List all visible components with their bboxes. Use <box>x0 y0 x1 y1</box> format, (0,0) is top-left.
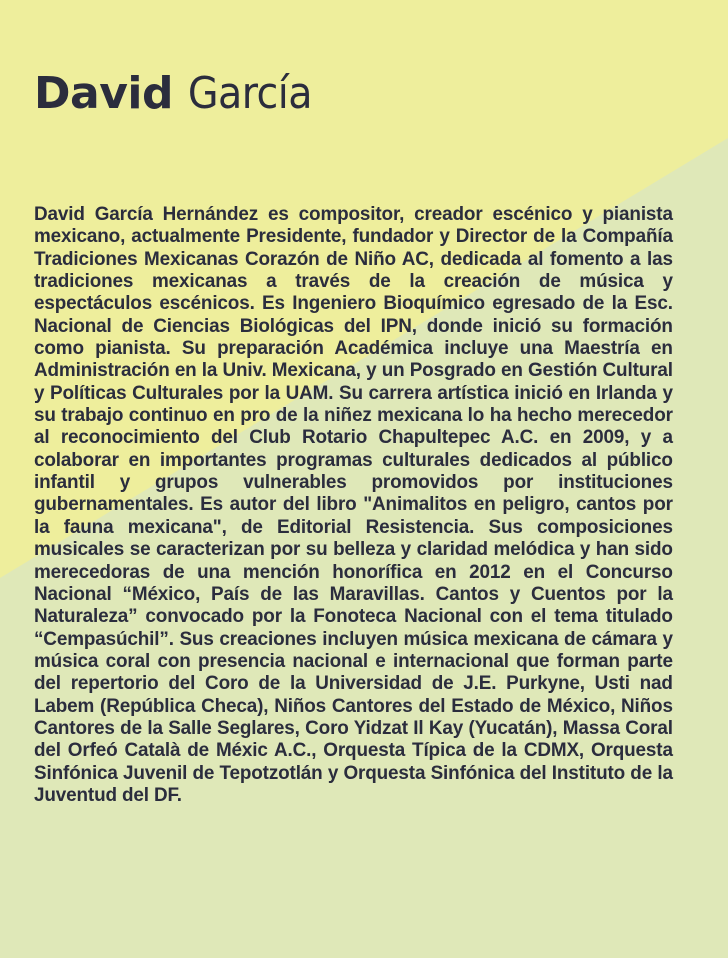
bio-paragraph: David García Hernández es compositor, creador escénico y pianista mexicano, actualmente Presidente, fundador y Director de la Compañía Tradiciones Mexicanas Corazón de Niño AC, dedicada al fomento a las tradiciones mexicanas a través de la creación de música y espectáculos escénicos. Es Ingeniero Bioquímico egresado de la Esc. Nacional de Ciencias Biológicas del IPN, donde inició su formación como pianista. Su preparación Académica incluye una Maestría en Administración en la Univ. Mexicana, y un Posgrado en Gestión Cultural y Políticas Culturales por la UAM. Su carrera artística inició en Irlanda y su trabajo continuo en pro de la niñez mexicana lo ha hecho merecedor al reconocimiento del Club Rotario Chapultepec A.C. en 2009, y a colaborar en importantes programas culturales dedicados al público infantil y grupos vulnerables promovidos por instituciones gubernamentales. Es autor del libro "Animalitos en peligro, cantos por la fauna mexicana", de Editorial Resistencia. Sus composiciones musicales se caracterizan por su belleza y claridad melódica y han sido merecedoras de una mención honorífica en 2012 en el Concurso Nacional “México, País de las Maravillas. Cantos y Cuentos por la Naturaleza” convocado por la Fonoteca Nacional con el tema titulado “Cempasúchil”. Sus creaciones incluyen música mexicana de cámara y música coral con presencia nacional e internacional que forman parte del repertorio del Coro de la Universidad de J.E. Purkyne, Usti nad Labem (República Checa), Niños Cantores del Estado de México, Niños Cantores de la Salle Seglares, Coro Yidzat Il Kay (Yucatán), Massa Coral del Orfeó Català de Méxic A.C., Orquesta Típica de la CDMX, Orquesta Sinfónica Juvenil de Tepotzotlán y Orquesta Sinfónica del Instituto de la Juventud del DF. <box>34 203 673 806</box>
page-title <box>34 66 312 122</box>
title-first-name: David <box>34 68 173 119</box>
title-last-name: García <box>187 68 313 119</box>
